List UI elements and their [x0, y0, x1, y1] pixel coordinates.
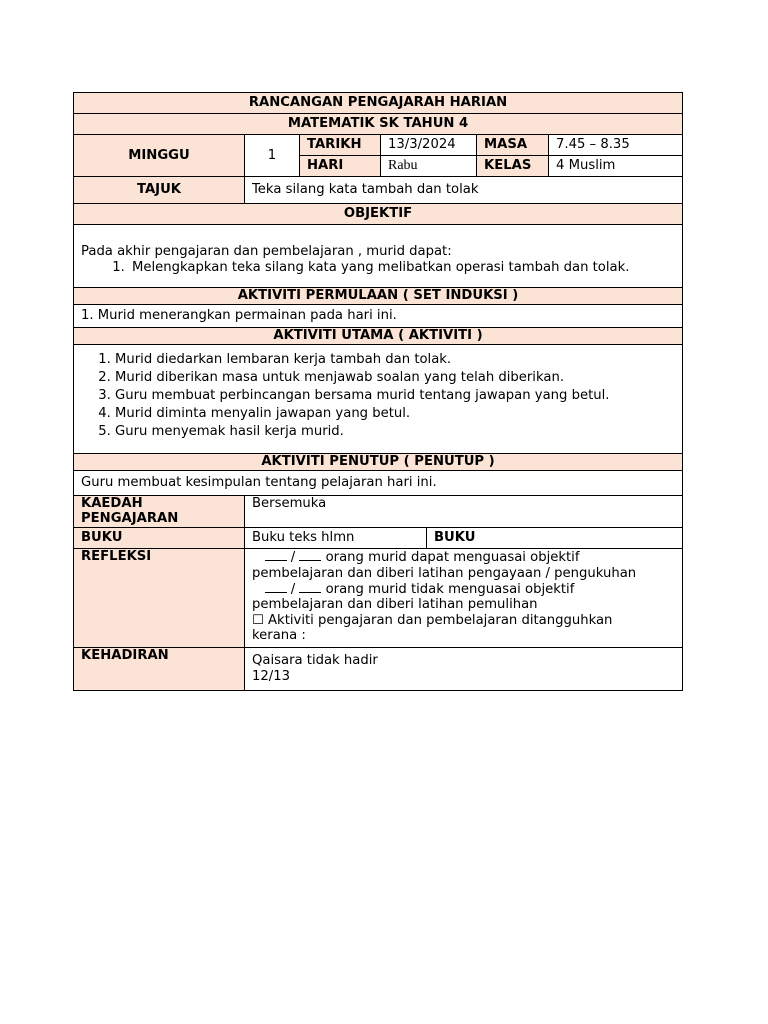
kehadiran-body: [245, 648, 683, 691]
utama-body: [74, 344, 683, 453]
objektif-heading-row: [74, 204, 683, 225]
permulaan-heading-row: [74, 288, 683, 305]
refleksi-text-5: Aktiviti pengajaran dan pembelajaran ditangguhkan: [268, 612, 613, 628]
objektif-list: [81, 260, 675, 276]
kaedah-value: Bersemuka: [245, 495, 683, 528]
tajuk-row: [74, 177, 683, 204]
objektif-body: [74, 225, 683, 288]
blank-line: [299, 581, 321, 593]
tarikh-value: 13/3/2024: [381, 135, 477, 156]
list-item: 2. Murid diberikan masa untuk menjawab soalan yang telah diberikan.: [115, 369, 675, 387]
buku-label-2: BUKU: [427, 528, 683, 549]
refleksi-line-5: [252, 613, 675, 628]
tarikh-label: TARIKH: [300, 135, 381, 156]
plan-title: RANCANGAN PENGAJARAH HARIAN: [74, 93, 683, 114]
penutup-text: Guru membuat kesimpulan tentang pelajaran hari ini.: [74, 470, 683, 495]
masa-value: 7.45 – 8.35: [549, 135, 683, 156]
refleksi-line-3: / orang murid tidak menguasai objektif: [252, 581, 675, 597]
kehadiran-line-1: Qaisara tidak hadir: [252, 653, 378, 669]
objektif-intro: Pada akhir pengajaran dan pembelajaran , murid dapat:: [81, 244, 452, 260]
hari-label: HARI: [300, 156, 381, 177]
subtitle-row: [74, 114, 683, 135]
refleksi-body: [245, 549, 683, 648]
tajuk-label: TAJUK: [74, 177, 245, 204]
list-item: 3. Guru membuat perbincangan bersama murid tentang jawapan yang betul.: [115, 387, 675, 405]
checkbox-icon[interactable]: ☐: [252, 612, 264, 628]
refleksi-label: REFLEKSI: [74, 549, 245, 648]
utama-list: [81, 345, 675, 441]
blank-line: [299, 549, 321, 561]
objektif-heading: OBJEKTIF: [74, 204, 683, 225]
kaedah-row: [74, 495, 683, 528]
list-item: 1. Murid diedarkan lembaran kerja tambah dan tolak.: [115, 351, 675, 369]
list-item: 4. Murid diminta menyalin jawapan yang betul.: [115, 405, 675, 423]
permulaan-heading: AKTIVITI PERMULAAN ( SET INDUKSI ): [74, 288, 683, 305]
blank-line: [265, 549, 287, 561]
list-item: 5. Guru menyemak hasil kerja murid.: [115, 423, 675, 441]
buku-value: Buku teks hlmn: [245, 528, 427, 549]
kaedah-label: KAEDAH PENGAJARAN: [74, 495, 245, 528]
kehadiran-label: KEHADIRAN: [74, 648, 245, 691]
lesson-plan-table: [73, 92, 683, 691]
buku-row: [74, 528, 683, 549]
refleksi-line-1: / orang murid dapat menguasai objektif: [252, 549, 675, 565]
minggu-label: MINGGU: [74, 135, 245, 177]
permulaan-body-row: [74, 304, 683, 327]
permulaan-text: 1. Murid menerangkan permainan pada hari ini.: [74, 304, 683, 327]
blank-line: [265, 581, 287, 593]
plan-subtitle: MATEMATIK SK TAHUN 4: [74, 114, 683, 135]
utama-heading: AKTIVITI UTAMA ( AKTIVITI ): [74, 327, 683, 344]
refleksi-text-3: orang murid tidak menguasai objektif: [325, 582, 575, 598]
penutup-heading-row: [74, 453, 683, 470]
kehadiran-line-2: 12/13: [252, 669, 291, 685]
objektif-body-row: [74, 225, 683, 288]
buku-label: BUKU: [74, 528, 245, 549]
refleksi-row: [74, 549, 683, 648]
tajuk-value: Teka silang kata tambah dan tolak: [245, 177, 683, 204]
utama-body-row: [74, 344, 683, 453]
kelas-label: KELAS: [477, 156, 549, 177]
refleksi-line-4: pembelajaran dan diberi latihan pemulihan: [252, 597, 538, 613]
refleksi-line-2: pembelajaran dan diberi latihan pengayaan / pengukuhan: [252, 565, 637, 581]
kehadiran-row: [74, 648, 683, 691]
refleksi-text-1: orang murid dapat menguasai objektif: [325, 550, 580, 566]
objektif-item: 1. Melengkapkan teka silang kata yang melibatkan operasi tambah dan tolak.: [129, 260, 675, 276]
utama-heading-row: [74, 327, 683, 344]
kelas-value: 4 Muslim: [549, 156, 683, 177]
penutup-heading: AKTIVITI PENUTUP ( PENUTUP ): [74, 453, 683, 470]
hari-value: Rabu: [381, 156, 477, 177]
info-row-1: [74, 135, 683, 156]
refleksi-line-6: kerana :: [252, 628, 306, 644]
penutup-body-row: [74, 470, 683, 495]
title-row: [74, 93, 683, 114]
minggu-value: 1: [245, 135, 300, 177]
masa-label: MASA: [477, 135, 549, 156]
